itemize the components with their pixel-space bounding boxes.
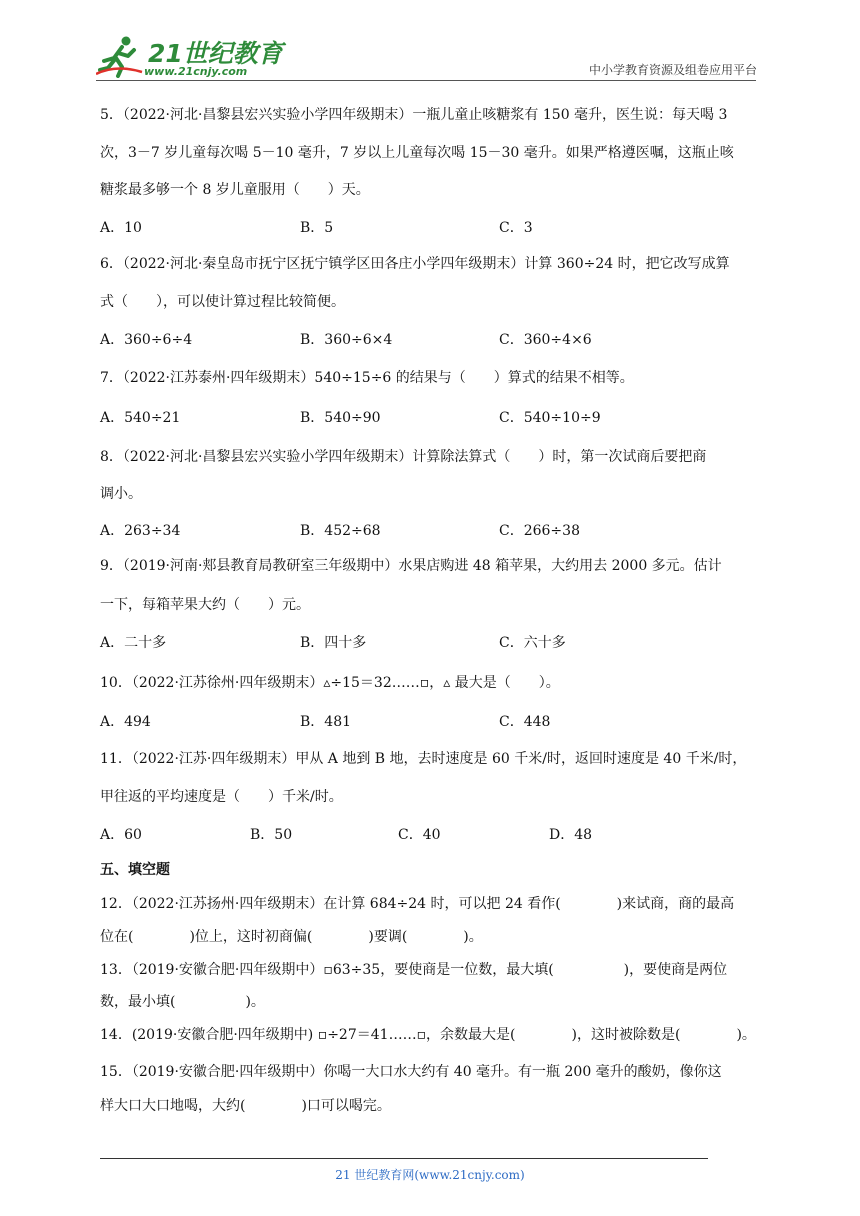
question-6-option-b: B．360÷6×4	[300, 332, 393, 348]
question-15-line-2: 样大口大口地喝，大约( )口可以喝完。	[100, 1098, 391, 1114]
question-9-line-2: 一下，每箱苹果大约（ ）元。	[100, 597, 310, 613]
question-6-line-1: 6．（2022·河北·秦皇岛市抚宁区抚宁镇学区田各庄小学四年级期末）计算 360÷24 时，把它改写成算	[100, 256, 730, 272]
question-10-option-c: C．448	[499, 714, 551, 730]
question-13-line-2: 数，最小填( )。	[100, 994, 265, 1010]
question-5-line-3: 糖浆最多够一个 8 岁儿童服用（ ）天。	[100, 182, 370, 198]
question-8-line-2: 调小。	[100, 486, 142, 502]
platform-name: 中小学教育资源及组卷应用平台	[588, 63, 757, 77]
question-12-line-2: 位在( )位上，这时初商偏( )要调( )。	[100, 929, 483, 945]
question-5-line-2: 次，3－7 岁儿童每次喝 5－10 毫升，7 岁以上儿童每次喝 15－30 毫升。如果严格遵医嘱，这瓶止咳	[100, 145, 734, 161]
question-7-line-1: 7．（2022·江苏泰州·四年级期末）540÷15÷6 的结果与（ ）算式的结果不相等。	[100, 370, 634, 386]
question-6-line-2: 式（ ），可以使计算过程比较简便。	[100, 294, 345, 310]
running-figure-icon	[96, 34, 146, 78]
question-5-option-b: B．5	[300, 220, 334, 236]
question-8-option-a: A．263÷34	[100, 523, 181, 539]
question-11-option-c: C．40	[398, 827, 441, 843]
question-9-option-c: C．六十多	[499, 635, 566, 651]
logo-text: 21世纪教育	[148, 39, 283, 68]
header-divider	[96, 80, 756, 81]
question-9-option-a: A．二十多	[100, 635, 167, 651]
page-header	[0, 0, 860, 90]
question-9-line-1: 9．（2019·河南·郏县教育局教研室三年级期中）水果店购进 48 箱苹果，大约用去 2000 多元。估计	[100, 558, 722, 574]
question-10-option-a: A．494	[100, 714, 151, 730]
question-14-line-1: 14．(2019·安徽合肥·四年级期中) ▫÷27＝41……▫，余数最大是( )，这时被除数是( )。	[100, 1027, 756, 1043]
question-6-option-a: A．360÷6÷4	[100, 332, 193, 348]
section-title: 五、填空题	[100, 862, 170, 878]
question-5-line-1: 5．（2022·河北·昌黎县宏兴实验小学四年级期末）一瓶儿童止咳糖浆有 150 毫升，医生说：每天喝 3	[100, 107, 728, 123]
footer-text: 21 世纪教育网(www.21cnjy.com)	[335, 1168, 525, 1182]
question-6-option-c: C．360÷4×6	[499, 332, 592, 348]
question-13-line-1: 13．（2019·安徽合肥·四年级期中）▫63÷35，要使商是一位数，最大填( )，要使商是两位	[100, 962, 728, 978]
question-8-line-1: 8．（2022·河北·昌黎县宏兴实验小学四年级期末）计算除法算式（ ）时，第一次试商后要把商	[100, 449, 707, 465]
question-11-line-1: 11．（2022·江苏·四年级期末）甲从 A 地到 B 地，去时速度是 60 千米/时，返回时速度是 40 千米/时，	[100, 751, 747, 767]
question-7-option-a: A．540÷21	[100, 410, 181, 426]
question-7-option-c: C．540÷10÷9	[499, 410, 601, 426]
question-10-option-b: B．481	[300, 714, 352, 730]
question-11-line-2: 甲往返的平均速度是（ ）千米/时。	[100, 789, 343, 805]
question-5-option-a: A．10	[100, 220, 142, 236]
question-7-option-b: B．540÷90	[300, 410, 381, 426]
logo-url: www.21cnjy.com	[144, 65, 248, 78]
footer-divider	[100, 1158, 708, 1159]
question-12-line-1: 12．（2022·江苏扬州·四年级期末）在计算 684÷24 时，可以把 24 看作( )来试商，商的最高	[100, 896, 735, 912]
question-15-line-1: 15．（2019·安徽合肥·四年级期中）你喝一大口水大约有 40 毫升。有一瓶 200 毫升的酸奶，像你这	[100, 1064, 722, 1080]
question-5-option-c: C．3	[499, 220, 533, 236]
question-11-option-b: B．50	[250, 827, 293, 843]
site-logo	[96, 34, 283, 80]
question-11-option-a: A．60	[100, 827, 142, 843]
question-8-option-b: B．452÷68	[300, 523, 381, 539]
question-10-line-1: 10．（2022·江苏徐州·四年级期末）▵÷15＝32……▫，▵ 最大是（ ）。	[100, 675, 560, 691]
question-11-option-d: D．48	[549, 827, 593, 843]
question-8-option-c: C．266÷38	[499, 523, 580, 539]
question-9-option-b: B．四十多	[300, 635, 367, 651]
